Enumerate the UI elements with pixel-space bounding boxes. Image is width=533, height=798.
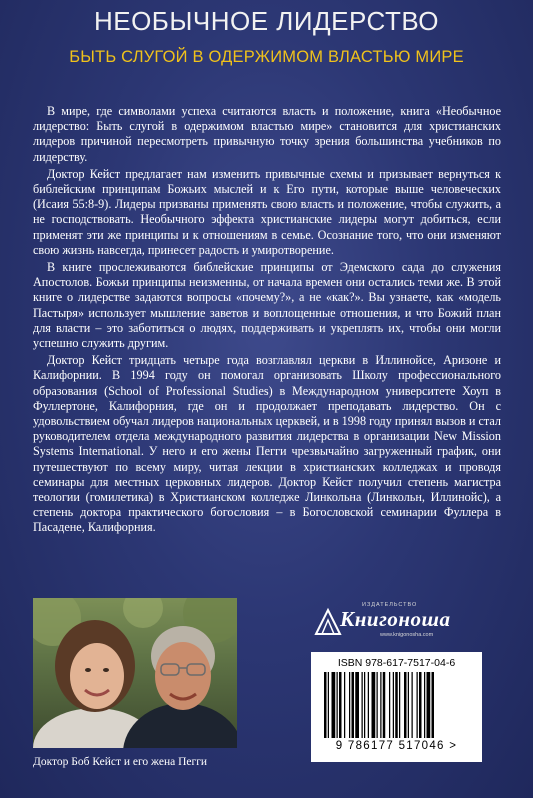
paragraph-intro: В мире, где символами успеха считаются власть и положение, книга «Необычное лидерство: Быть слугой в одержимом властью мире» становится для христианских лидеров причиной пересмотреть привычную точку зрения большинства учебников по лидерству.	[33, 104, 501, 164]
author-photo	[33, 598, 237, 748]
publisher-tagline: ИЗДАТЕЛЬСТВО	[362, 602, 418, 608]
barcode-bars	[324, 672, 470, 738]
back-cover-text	[33, 104, 501, 538]
barcode-digits: 9 786177 517046 >	[335, 740, 458, 752]
barcode	[311, 652, 482, 762]
publisher-logo-icon	[314, 606, 342, 636]
paragraph-biblical: В книге прослеживаются библейские принципы от Эдемского сада до служения Апостолов. Божьи принципы неизменны, от начала времен они остались теми же. В этой книге о лидерстве задаются вопросы «почему?», а не «как?». Вы узнаете, как «модель Пастыря» использует мышление заветов и воплощенные отношения, и что Божий план для власти – это заботиться о людях, поддерживать и укреплять их, чтобы они могли успешно служить другим.	[33, 260, 501, 351]
publisher-name: Книгоноша	[340, 607, 451, 631]
isbn-text: ISBN 978-617-7517-04-6	[337, 657, 456, 669]
photo-caption: Доктор Боб Кейст и его жена Пегги	[33, 756, 208, 768]
publisher-url: www.knigonosha.com	[380, 632, 434, 638]
paragraph-principles: Доктор Кейст предлагает нам изменить привычные схемы и призывает вернуться к библейским принципам Божьих мыслей и к Его пути, которые выше человеческих (Исаия 55:8-9). Лидеры призваны применять свою власть и положение, чтобы служить, а не господствовать. Необычного эффекта христианские лидеры могут добиться, если применят эти же принципы и к отношениям в семье. Осознание того, что они изменяют свою жизнь навсегда, принесет радость и умиротворение.	[33, 166, 501, 257]
cover-title: НЕОБЫЧНОЕ ЛИДЕРСТВО	[93, 6, 440, 36]
paragraph-author-bio: Доктор Кейст тридцать четыре года возглавлял церкви в Иллинойсе, Аризоне и Калифорнии. В 1994 году он помогал организовать Школу профессионального образования (School of Professional Studies) в Международном университете Хоуп в Фуллертоне, Калифорния, где он и продолжает преподавать лидерство. Он с удовольствием обучал лидеров национальных церквей, и в 1998 году принял вызов и стал руководителем отдела международного развития лидерства в организации New Mission Systems International. У него и его жены Пегги чрезвычайно загруженный график, они путешествуют по всему миру, читая лекции в христианских колледжах и проводя семинары для местных церковных лидеров. Доктор Кейст получил степень магистра теологии (гомилетика) в Христианском колледже Линкольна (Линкольн, Иллинойс), а степень доктора практического богословия – в Богословской семинарии Фуллера в Пасадене, Калифорния.	[33, 353, 501, 535]
cover-subtitle: БЫТЬ СЛУГОЙ В ОДЕРЖИМОМ ВЛАСТЬЮ МИРЕ	[69, 48, 464, 66]
